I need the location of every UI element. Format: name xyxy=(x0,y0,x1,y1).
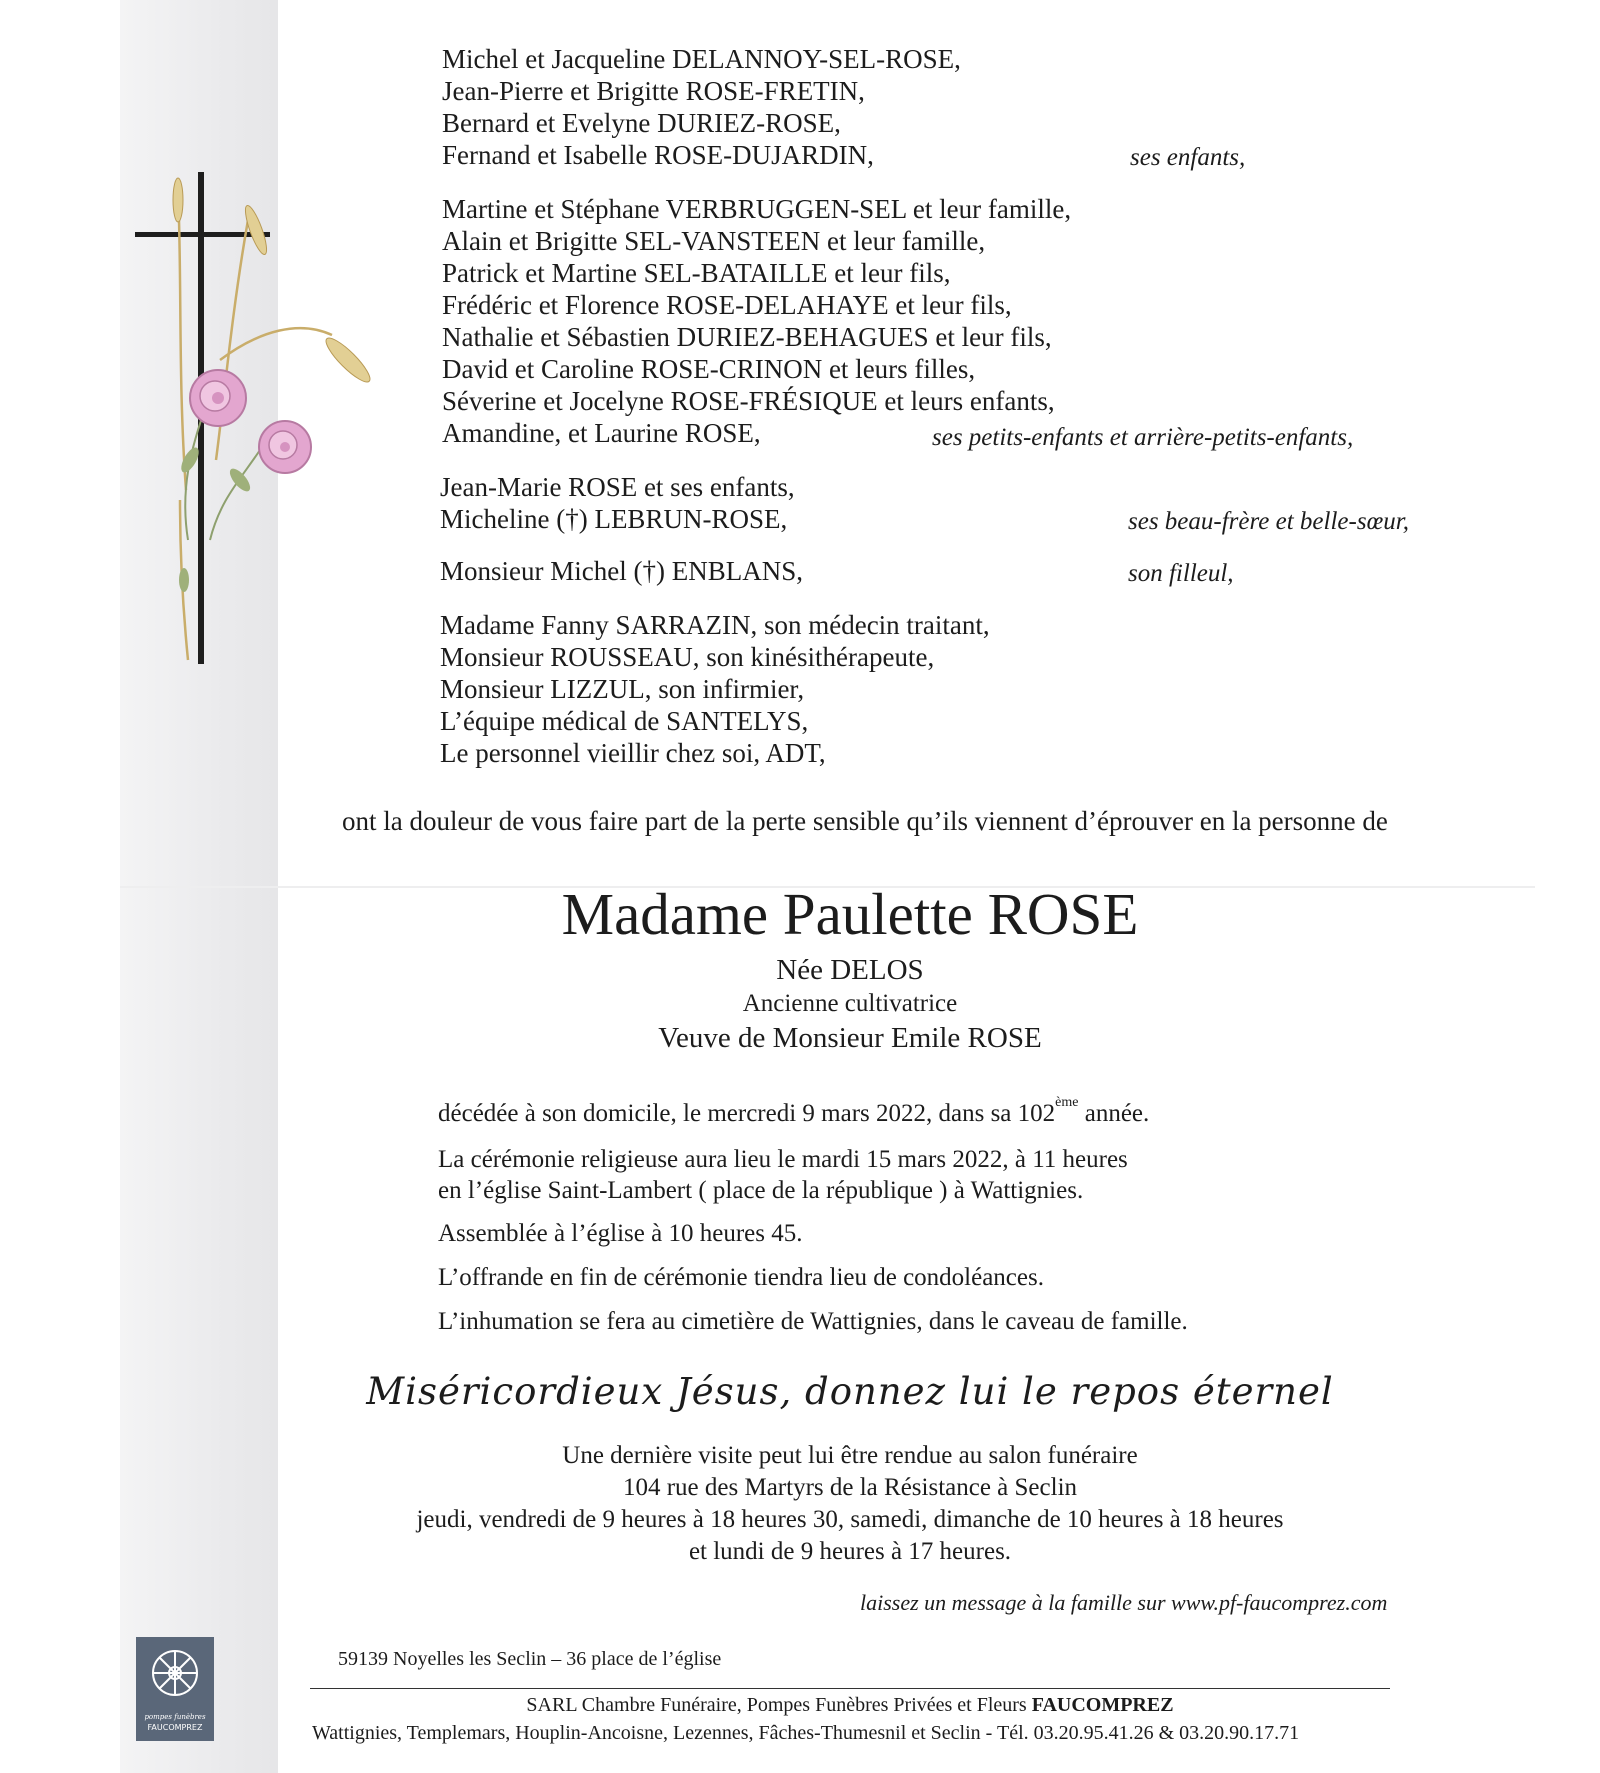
family-line: Amandine, et Laurine ROSE, xyxy=(442,418,761,448)
deceased-name: Madame Paulette ROSE xyxy=(561,881,1139,947)
family-line: Alain et Brigitte SEL-VANSTEEN et leur famille, xyxy=(442,226,986,256)
prayer-text: Miséricordieux Jésus, donnez lui le repos éternel xyxy=(366,1370,1334,1413)
family-line: Monsieur LIZZUL, son infirmier, xyxy=(440,674,805,704)
family-line: Patrick et Martine SEL-BATAILLE et leur fils, xyxy=(442,258,951,288)
family-line: Fernand et Isabelle ROSE-DUJARDIN, xyxy=(442,140,874,170)
company-logo xyxy=(136,1637,214,1741)
rose-icon xyxy=(259,421,311,473)
visit-line: 104 rue des Martyrs de la Résistance à Seclin xyxy=(622,1474,1078,1501)
family-line: Le personnel vieillir chez soi, ADT, xyxy=(440,738,826,768)
deceased-birth-name: Née DELOS xyxy=(776,954,924,986)
family-line: Michel et Jacqueline DELANNOY-SEL-ROSE, xyxy=(442,44,961,74)
family-line: Frédéric et Florence ROSE-DELAHAYE et leur fils, xyxy=(442,290,1012,320)
family-line: Micheline (†) LEBRUN-ROSE, xyxy=(440,504,788,534)
deceased-widow-of: Veuve de Monsieur Emile ROSE xyxy=(658,1022,1042,1054)
ceremony-line: La cérémonie religieuse aura lieu le mardi 15 mars 2022, à 11 heures xyxy=(438,1146,1128,1173)
family-role: son filleul, xyxy=(1128,560,1234,587)
footer-rule xyxy=(310,1688,1390,1689)
logo-company-name: FAUCOMPREZ xyxy=(147,1723,203,1732)
family-role: ses enfants, xyxy=(1130,144,1246,171)
family-role: ses petits-enfants et arrière-petits-enfants, xyxy=(932,424,1354,451)
announcement-text: ont la douleur de vous faire part de la perte sensible qu’ils viennent d’éprouver en la personne de xyxy=(342,806,1388,836)
family-line: Madame Fanny SARRAZIN, son médecin traitant, xyxy=(440,610,990,640)
ceremony-location: en l’église Saint-Lambert ( place de la république ) à Wattignies. xyxy=(438,1177,1084,1204)
rose-icon xyxy=(190,370,246,426)
footer-address: 59139 Noyelles les Seclin – 36 place de l’église xyxy=(338,1648,722,1670)
family-role: ses beau-frère et belle-sœur, xyxy=(1128,508,1409,535)
visit-line: Une dernière visite peut lui être rendue au salon funéraire xyxy=(562,1442,1138,1469)
footer-company: SARL Chambre Funéraire, Pompes Funèbres Privées et Fleurs FAUCOMPREZ xyxy=(526,1694,1174,1716)
family-line: L’équipe médical de SANTELYS, xyxy=(440,706,809,736)
family-line: Séverine et Jocelyne ROSE-FRÉSIQUE et leurs enfants, xyxy=(442,386,1055,416)
family-line: Martine et Stéphane VERBRUGGEN-SEL et leur famille, xyxy=(442,194,1072,224)
offering-note: L’offrande en fin de cérémonie tiendra lieu de condoléances. xyxy=(438,1264,1044,1291)
cross-with-flowers-illustration xyxy=(120,160,420,680)
family-line: Nathalie et Sébastien DURIEZ-BEHAGUES et leur fils, xyxy=(442,322,1052,352)
family-line: Bernard et Evelyne DURIEZ-ROSE, xyxy=(442,108,841,138)
online-message-link[interactable]: laissez un message à la famille sur www.pf-faucomprez.com xyxy=(860,1590,1388,1615)
deceased-occupation: Ancienne cultivatrice xyxy=(742,990,958,1017)
family-line: Jean-Pierre et Brigitte ROSE-FRETIN, xyxy=(442,76,865,106)
burial-note: L’inhumation se fera au cimetière de Wattignies, dans le caveau de famille. xyxy=(438,1308,1188,1335)
death-notice: décédée à son domicile, le mercredi 9 mars 2022, dans sa 102ème année. xyxy=(438,1094,1150,1127)
family-line: Jean-Marie ROSE et ses enfants, xyxy=(440,472,795,502)
family-line: David et Caroline ROSE-CRINON et leurs filles, xyxy=(442,354,976,384)
assembly-time: Assemblée à l’église à 10 heures 45. xyxy=(438,1220,803,1247)
family-line: Monsieur Michel (†) ENBLANS, xyxy=(440,556,803,586)
logo-tagline: pompes funèbres xyxy=(144,1713,206,1721)
footer-towns-phone: Wattignies, Templemars, Houplin-Ancoisne, Lezennes, Fâches-Thumesnil et Seclin - Tél. 03.20.95.41.26 & 03.20.90.17.71 xyxy=(312,1722,1300,1744)
visit-line: jeudi, vendredi de 9 heures à 18 heures 30, samedi, dimanche de 10 heures à 18 heures xyxy=(416,1506,1284,1533)
family-line: Monsieur ROUSSEAU, son kinésithérapeute, xyxy=(440,642,935,672)
visit-line: et lundi de 9 heures à 17 heures. xyxy=(688,1538,1012,1565)
